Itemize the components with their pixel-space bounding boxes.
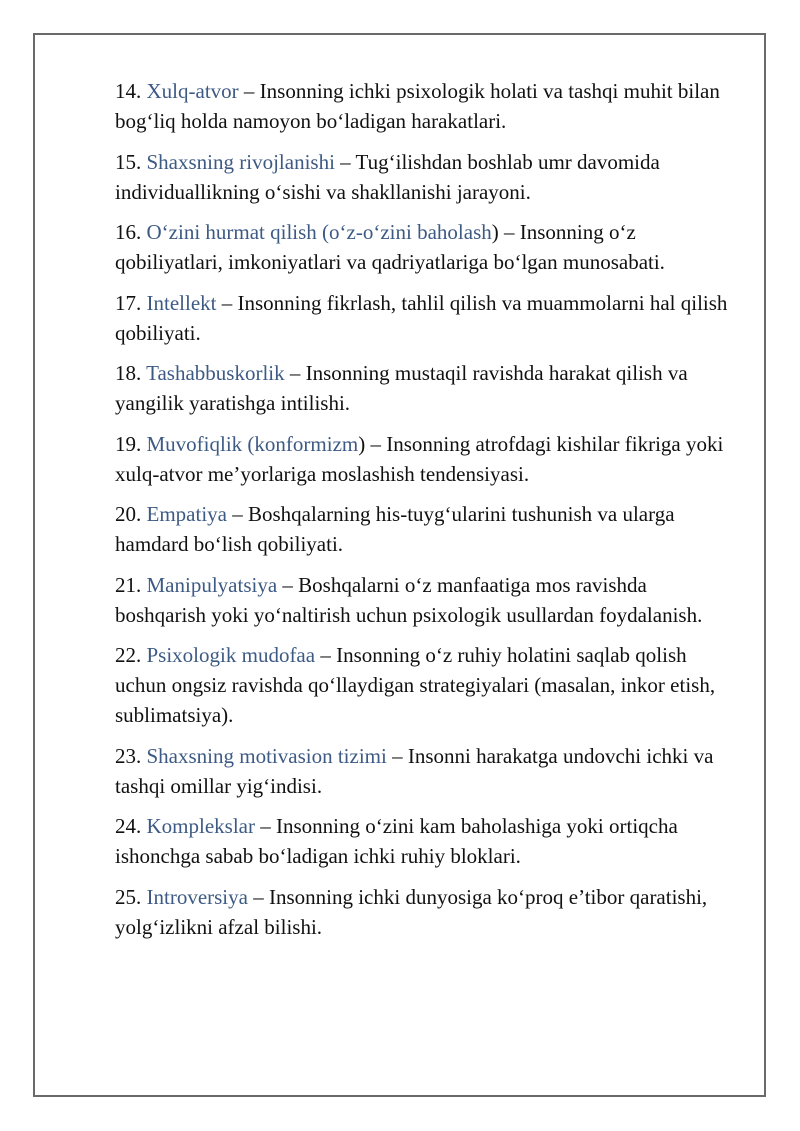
entry-term-suffix: ) — [491, 220, 499, 244]
entry-definition: – Insonning ichki dunyosiga ko‘proq e’tibor qaratishi, yolg‘izlikni afzal bilishi. — [115, 884, 708, 939]
glossary-entry-23 — [115, 741, 735, 801]
entry-number: 14. — [115, 79, 147, 103]
glossary-list — [115, 76, 735, 952]
entry-definition: – Insonning o‘z ruhiy holatini saqlab qolish uchun ongsiz ravishda qo‘llaydigan strategiyalari (masalan, inkor etish, sublimatsiya). — [115, 643, 716, 727]
entry-term: Muvofiqlik (konformizm — [146, 431, 359, 456]
entry-definition: – Insonning o‘zini kam baholashiga yoki ortiqcha ishonchga sabab bo‘ladigan ichki ruhiy bloklari. — [115, 814, 678, 868]
entry-definition: – Insonning atrofdagi kishilar fikriga yoki xulq-atvor me’yorlariga moslashish tendensiyasi. — [115, 431, 724, 486]
entry-term: O‘zini hurmat qilish (o‘z-o‘zini baholash — [146, 220, 492, 244]
glossary-entry-19 — [115, 429, 735, 489]
entry-definition: – Insonning fikrlash, tahlil qilish va muammolarni hal qilish qobiliyati. — [115, 290, 728, 345]
entry-term: Shaxsning motivasion tizimi — [146, 743, 387, 768]
glossary-entry-21 — [115, 570, 735, 630]
glossary-entry-15 — [115, 147, 735, 207]
entry-term: Intellekt — [146, 290, 217, 315]
glossary-entry-14 — [115, 76, 735, 136]
entry-definition: – Insonning o‘z qobiliyatlari, imkoniyatlari va qadriyatlariga bo‘lgan munosabati. — [115, 220, 665, 274]
glossary-entry-17 — [115, 288, 735, 348]
entry-definition: – Boshqalarni o‘z manfaatiga mos ravishda boshqarish yoki yo‘naltirish uchun psixologik usullardan foydalanish. — [115, 572, 703, 627]
entry-term: Shaxsning rivojlanishi — [146, 149, 335, 174]
entry-number: 15. — [115, 149, 147, 174]
entry-term: Komplekslar — [146, 814, 255, 838]
entry-term: Empatiya — [146, 502, 227, 526]
entry-number: 20. — [115, 502, 147, 526]
entry-number: 22. — [115, 643, 147, 667]
entry-number: 25. — [115, 884, 147, 909]
entry-number: 24. — [115, 814, 147, 838]
entry-definition: – Insonning mustaqil ravishda harakat qilish va yangilik yaratishga intilishi. — [115, 361, 688, 415]
entry-definition: – Boshqalarning his-tuyg‘ularini tushunish va ularga hamdard bo‘lish qobiliyati. — [115, 502, 675, 556]
entry-number: 17. — [115, 290, 147, 315]
entry-term: Introversiya — [146, 884, 248, 909]
entry-term-suffix: ) — [358, 431, 366, 456]
glossary-entry-25 — [115, 882, 735, 942]
entry-term: Tashabbuskorlik — [146, 361, 285, 385]
entry-number: 21. — [115, 572, 147, 597]
glossary-entry-22 — [115, 640, 735, 730]
entry-number: 18. — [115, 361, 147, 385]
entry-number: 16. — [115, 220, 147, 244]
entry-term: Psixologik mudofaa — [146, 643, 316, 667]
glossary-entry-18 — [115, 358, 735, 418]
entry-definition: – Tug‘ilishdan boshlab umr davomida individuallikning o‘sishi va shakllanishi jarayoni. — [115, 149, 660, 204]
glossary-entry-20 — [115, 499, 735, 559]
entry-definition: – Insonning ichki psixologik holati va tashqi muhit bilan bog‘liq holda namoyon bo‘ladigan harakatlari. — [115, 79, 720, 133]
entry-term: Xulq-atvor — [146, 79, 239, 103]
entry-term: Manipulyatsiya — [146, 572, 278, 597]
entry-number: 23. — [115, 743, 147, 768]
entry-definition: – Insonni harakatga undovchi ichki va tashqi omillar yig‘indisi. — [115, 743, 714, 798]
glossary-entry-24 — [115, 811, 735, 871]
glossary-entry-16 — [115, 217, 735, 277]
entry-number: 19. — [115, 431, 147, 456]
